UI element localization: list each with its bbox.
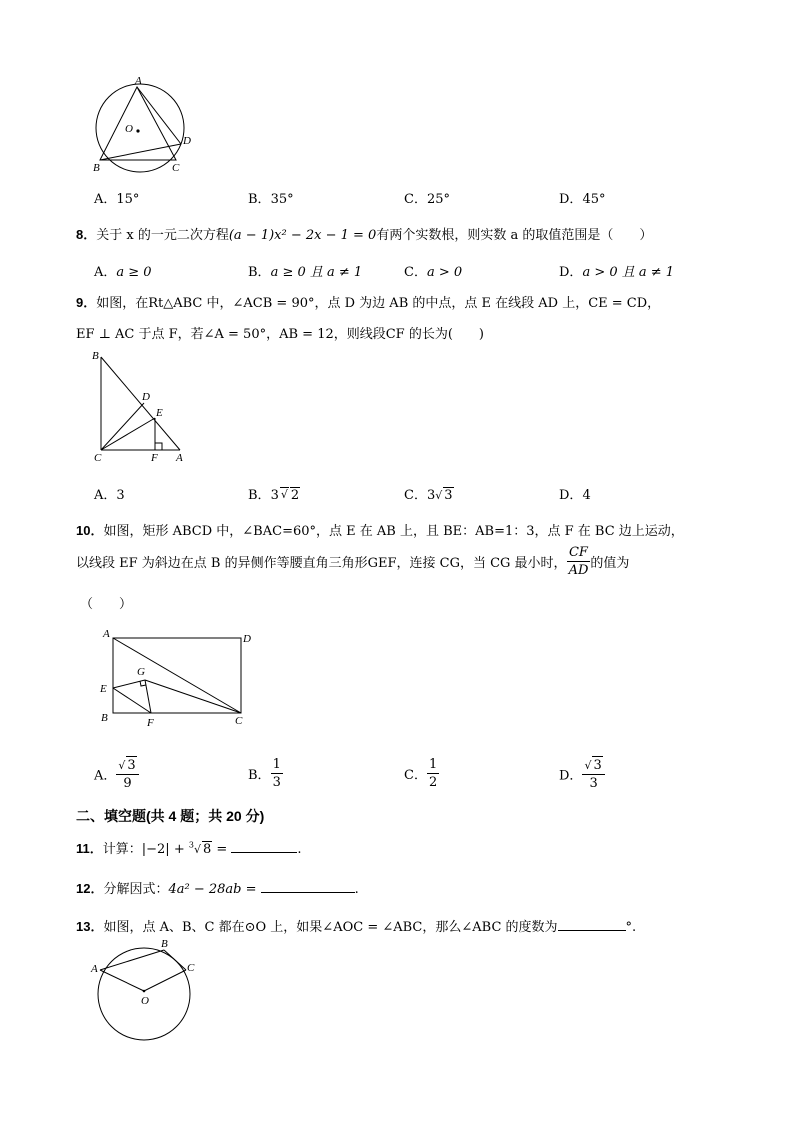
q7-option-d[interactable]: D．45° <box>559 192 606 207</box>
q13-segment-ab <box>100 950 164 970</box>
section-2-title: 二、填空题(共 4 题；共 20 分) <box>76 808 265 824</box>
q10-line1: 如图，矩形 ABCD 中，∠BAC=60°，点 E 在 AB 上，且 BE：AB=1：3，点 F 在 BC 边上运动， <box>103 524 684 539</box>
q10-label-b: B <box>101 712 108 724</box>
q8-equation: (a − 1)x² − 2x − 1 = 0 <box>228 228 377 243</box>
q10-label-c: C <box>235 715 243 727</box>
q8-option-b[interactable]: B．a ≥ 0 且 a ≠ 1 <box>248 265 363 280</box>
q13-circle <box>98 948 190 1040</box>
q10-label-a: A <box>103 628 110 640</box>
q10-label-e: E <box>100 683 107 695</box>
q11-root-index: 3 <box>188 840 194 850</box>
q13-segment-ao <box>100 970 144 991</box>
q9-figure <box>88 348 193 466</box>
q9-line1: 如图，在Rt△ABC 中，∠ACB = 90°，点 D 为边 AB 的中点，点 E 在线段 AD 上，CE = CD， <box>96 296 661 311</box>
q8-stem <box>76 224 652 243</box>
q7-circle <box>96 84 184 172</box>
q9-option-b[interactable]: B．3 √ 2 <box>248 488 300 503</box>
q10-stem-line1 <box>76 520 684 539</box>
q10-line2-a: 以线段 EF 为斜边在点 B 的异侧作等腰直角三角形GEF，连接 CG，当 CG 最小时， <box>76 556 567 571</box>
q11-number: 11． <box>76 841 103 856</box>
q13-answer-blank[interactable] <box>558 918 626 931</box>
q10-stem-line2 <box>76 544 629 579</box>
q13-label-b: B <box>161 938 168 950</box>
q9-option-d[interactable]: D．4 <box>559 488 591 503</box>
q12-expr: 4a² − 28ab = <box>168 882 261 897</box>
q13-center-dot <box>143 990 146 993</box>
q9-label-c: C <box>94 452 102 464</box>
q11-radicand: 8 <box>202 842 212 857</box>
q11-answer-blank[interactable] <box>231 840 297 853</box>
q8-option-a[interactable]: A．a ≥ 0 <box>94 265 152 280</box>
q8-option-d[interactable]: D．a > 0 且 a ≠ 1 <box>559 265 675 280</box>
q7-label-a: A <box>135 75 142 87</box>
q8-option-c[interactable]: C．a > 0 <box>404 265 463 280</box>
q10-diagonal-ac <box>113 638 241 713</box>
q11-expr-a: |−2| + <box>141 842 189 857</box>
q12-stem <box>76 878 359 897</box>
q7-center-dot <box>136 129 139 132</box>
q7-segment-ad <box>137 87 181 144</box>
q9-label-b: B <box>92 350 99 362</box>
q7-segment-bd <box>100 144 181 160</box>
q9-number: 9． <box>76 295 97 310</box>
q13-label-c: C <box>187 962 195 974</box>
q12-text: 分解因式： <box>103 882 169 897</box>
q8-text-b: 有两个实数根，则实数 a 的取值范围是（ ） <box>376 228 653 243</box>
q12-number: 12． <box>76 881 104 896</box>
q10-option-b[interactable]: B． $\frac{1}{3}$ <box>248 757 281 790</box>
q7-label-c: C <box>172 162 180 174</box>
q9-label-a: A <box>176 452 183 464</box>
q9-label-f: F <box>151 452 158 464</box>
q9-stem-line1 <box>76 292 660 311</box>
q7-label-b: B <box>93 162 100 174</box>
q8-text-a: 关于 x 的一元二次方程 <box>96 228 229 243</box>
q9-label-e: E <box>156 407 163 419</box>
q10-label-f: F <box>147 717 154 729</box>
q9-segment-ce <box>101 418 155 450</box>
q10-option-a[interactable]: A． $\frac{√ 3}{9}$ <box>94 756 139 792</box>
q10-segment-ef <box>113 688 151 713</box>
q10-figure <box>95 626 260 730</box>
q11-expr-b: = <box>212 842 232 857</box>
q7-option-c[interactable]: C．25° <box>404 192 450 207</box>
q13-segment-oc <box>144 970 186 991</box>
q7-label-d: D <box>183 135 191 147</box>
q9-option-c[interactable]: C．3√ 3 <box>404 488 453 503</box>
q13-stem <box>76 916 636 935</box>
q10-line2-b: 的值为 <box>590 556 630 571</box>
q7-figure <box>88 74 198 174</box>
q10-option-c[interactable]: C． $\frac{1}{2}$ <box>404 757 438 790</box>
q9-option-a[interactable]: A．3 <box>94 488 125 503</box>
q13-number: 13． <box>76 919 104 934</box>
q8-number: 8． <box>76 227 97 242</box>
q10-label-g: G <box>137 666 145 678</box>
q9-label-d: D <box>142 391 150 403</box>
q9-right-angle-mark <box>155 443 162 450</box>
q10-number: 10． <box>76 523 104 538</box>
q10-fraction: $\frac{CF}{AD}$ <box>568 545 589 578</box>
q13-figure <box>88 936 203 1046</box>
q13-label-o: O <box>141 995 149 1007</box>
q11-stem: 11．计算：|−2| + $^3$√ 8 = . <box>76 840 302 857</box>
q11-text: 计算： <box>102 842 142 857</box>
q9-segment-cd <box>101 403 144 450</box>
q13-end: °. <box>625 920 637 935</box>
q9-line2: EF ⊥ AC 于点 F，若∠A = 50°，AB = 12，则线段CF 的长为( ) <box>76 327 484 342</box>
q10-line3: （ ） <box>80 597 133 612</box>
q12-end: . <box>354 882 359 897</box>
q13-label-a: A <box>91 963 98 975</box>
q11-end: . <box>297 842 302 857</box>
q7-label-o: O <box>125 123 133 135</box>
q7-option-a[interactable]: A．15° <box>94 192 140 207</box>
q7-option-b[interactable]: B．35° <box>248 192 294 207</box>
q9-segment-ba <box>101 357 180 450</box>
q13-segment-bc <box>164 950 186 970</box>
q13-text: 如图，点 A、B、C 都在⊙O 上，如果∠AOC = ∠ABC，那么∠ABC 的度数为 <box>103 920 558 935</box>
q10-label-d: D <box>243 633 251 645</box>
q12-answer-blank[interactable] <box>261 880 355 893</box>
q10-option-d[interactable]: D． $\frac{√ 3}{3}$ <box>559 756 605 792</box>
